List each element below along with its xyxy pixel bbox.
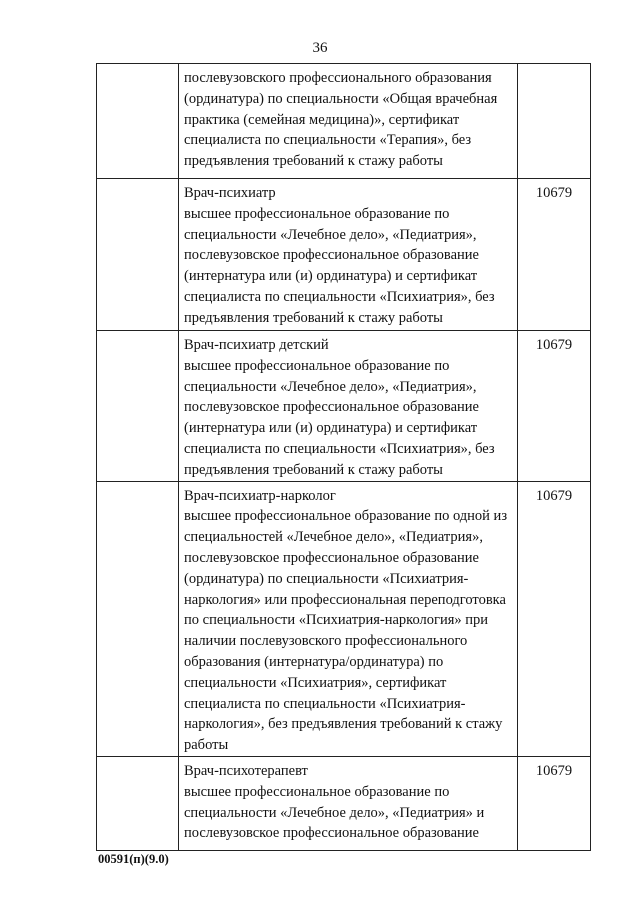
page-number: 36 (312, 40, 328, 56)
text-line: (ординатура) по специальности «Психиатрия- (184, 570, 469, 587)
text-line: специалиста по специальности «Терапия», без (184, 132, 472, 149)
table-row (97, 179, 591, 331)
table-row (97, 64, 591, 179)
text-line: наркология» или профессиональная переподготовка (184, 591, 506, 608)
salary-cell: 10679 (518, 179, 591, 331)
document-code: 00591(п)(9.0) (98, 852, 169, 866)
salary-cell (518, 64, 591, 179)
empty-cell (97, 179, 179, 331)
text-line: высшее профессиональное образование по одной из (184, 508, 508, 525)
position-title: Врач-психиатр (184, 185, 276, 201)
position-title: Врач-психиатр детский (184, 337, 329, 353)
text-line: специалиста по специальности «Психиатрия- (184, 695, 466, 712)
text-line: (ординатура) по специальности «Общая врачебная (184, 90, 498, 107)
text-line: (интернатура или (и) ординатура) и сертификат (184, 420, 478, 437)
text-line: образования (интернатура/ординатура) по (184, 653, 444, 670)
table-row (97, 481, 591, 756)
text-line: послевузовское профессиональное образование (184, 247, 479, 264)
empty-cell (97, 481, 179, 756)
text-line: наличии послевузовского профессионального (184, 633, 468, 650)
text-line: послевузовского профессионального образования (184, 70, 492, 86)
position-title: Врач-психиатр-нарколог (184, 487, 336, 504)
text-line: специальности «Лечебное дело», «Педиатрия» и (184, 804, 485, 821)
text-line: высшее профессиональное образование по (184, 205, 450, 222)
text-line: специалиста по специальности «Психиатрия», без (184, 440, 495, 457)
qualification-cell (179, 179, 518, 331)
text-line: работы (184, 737, 229, 754)
text-line: предъявления требований к стажу работы (184, 309, 443, 326)
text-line: высшее профессиональное образование по (184, 357, 450, 374)
text-line: предъявления требований к стажу работы (184, 153, 443, 170)
text-line: послевузовское профессиональное образование (184, 549, 479, 566)
qualification-cell (179, 331, 518, 482)
qualification-cell (179, 64, 518, 179)
text-line: специалиста по специальности «Психиатрия», без (184, 288, 495, 305)
qualification-cell (179, 756, 518, 850)
text-line: высшее профессиональное образование по (184, 783, 450, 800)
table-row (97, 756, 591, 850)
text-line: наркология», без предъявления требований к стажу (184, 716, 503, 733)
empty-cell (97, 756, 179, 850)
text-line: по специальности «Психиатрия-наркология» при (184, 612, 489, 629)
empty-cell (97, 331, 179, 482)
text-line: практика (семейная медицина)», сертификат (184, 111, 460, 128)
text-line: предъявления требований к стажу работы (184, 461, 443, 478)
text-line: специальностей «Лечебное дело», «Педиатрия», (184, 529, 483, 546)
qualification-table (96, 63, 591, 851)
position-title: Врач-психотерапевт (184, 762, 308, 779)
text-line: специальности «Лечебное дело», «Педиатрия», (184, 226, 477, 243)
salary-cell: 10679 (518, 481, 591, 756)
qualification-cell (179, 481, 518, 756)
text-line: послевузовское профессиональное образование (184, 825, 479, 842)
salary-cell: 10679 (518, 756, 591, 850)
text-line: (интернатура или (и) ординатура) и сертификат (184, 268, 478, 285)
text-line: послевузовское профессиональное образование (184, 399, 479, 416)
salary-cell: 10679 (518, 331, 591, 482)
text-line: специальности «Психиатрия», сертификат (184, 674, 447, 691)
empty-cell (97, 64, 179, 179)
table-row (97, 331, 591, 482)
text-line: специальности «Лечебное дело», «Педиатрия», (184, 378, 477, 395)
